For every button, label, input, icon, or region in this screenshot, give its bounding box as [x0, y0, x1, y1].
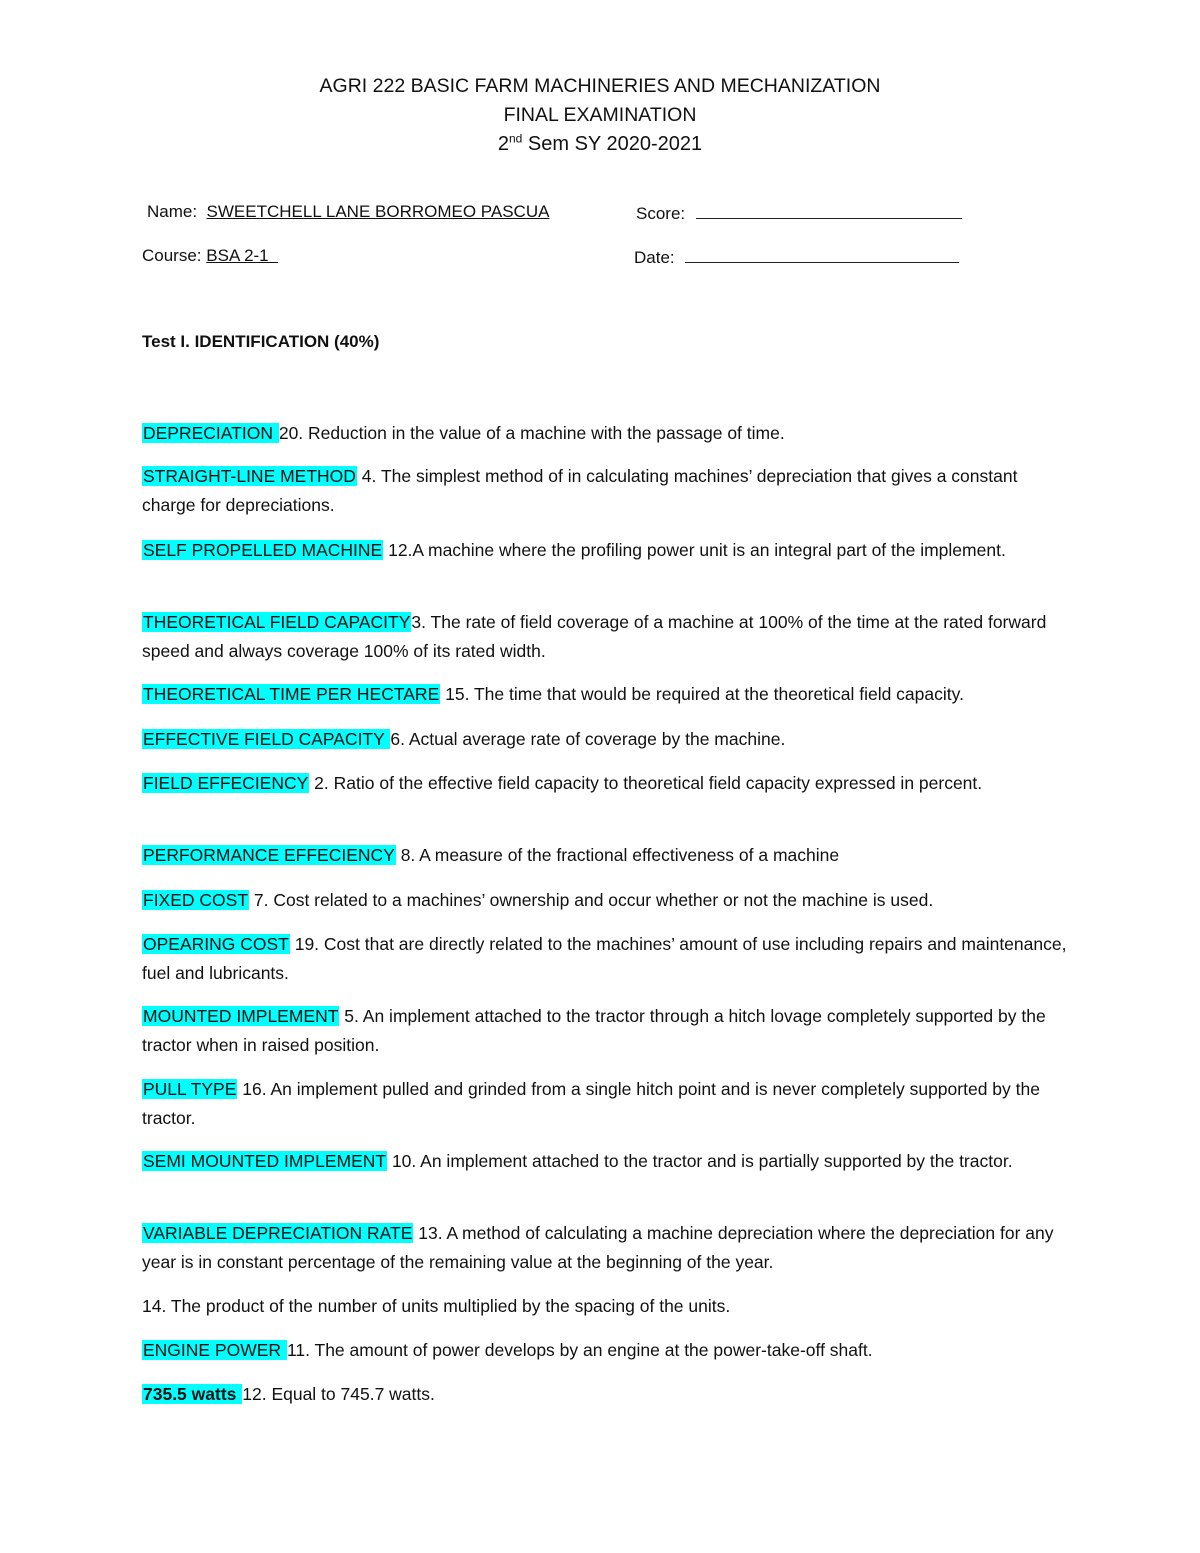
question-text: 13. A method of calculating a machine depreciation where the depreciation for any year is in constant percentage of the remaining value at the beginning of the year.: [142, 1223, 1054, 1272]
answer-highlight: MOUNTED IMPLEMENT: [143, 1006, 339, 1026]
score-label: Score:: [636, 204, 686, 223]
question-item: [142, 462, 1072, 519]
question-item: [142, 725, 1072, 754]
semester-line: [0, 130, 1200, 159]
test-title: Test I. IDENTIFICATION (40%): [142, 332, 380, 351]
answer-highlight: FIELD EFFECIENCY: [143, 773, 309, 793]
answer-highlight: STRAIGHT-LINE METHOD: [143, 466, 356, 486]
course-label: Course:: [142, 246, 202, 265]
question-item: [142, 1336, 1072, 1365]
name-label: Name:: [147, 202, 198, 221]
question-text: 19. Cost that are directly related to the machines’ amount of use including repairs and maintenance, fuel and lubricants.: [142, 934, 1067, 983]
question-text: 6. Actual average rate of coverage by the machine.: [390, 729, 786, 749]
answer-highlight: PERFORMANCE EFFECIENCY: [143, 845, 395, 865]
answer-highlight: THEORETICAL FIELD CAPACITY: [143, 612, 411, 632]
answer-highlight: EFFECTIVE FIELD CAPACITY: [143, 729, 390, 749]
question-item: [142, 886, 1072, 915]
question-text: 16. An implement pulled and grinded from a single hitch point and is never completely supported by the tractor.: [142, 1079, 1040, 1128]
question-text: 20. Reduction in the value of a machine with the passage of time.: [278, 423, 785, 443]
question-text: 3. The rate of field coverage of a machine at 100% of the time at the rated forward speed and always coverage 100% of its rated width.: [142, 612, 1047, 661]
question-item: [142, 1380, 1072, 1409]
course-underline-tail: [269, 246, 278, 265]
name-value: SWEETCHELL LANE BORROMEO PASCUA: [206, 202, 550, 221]
question-item: [142, 1292, 1072, 1321]
answer-highlight: 735.5 watts: [143, 1384, 242, 1404]
answer-highlight: SELF PROPELLED MACHINE: [143, 540, 383, 560]
question-item: [142, 930, 1072, 987]
question-item: [142, 1002, 1072, 1059]
question-item: [142, 680, 1072, 709]
course-value: BSA 2-1: [206, 246, 269, 265]
question-text: 2. Ratio of the effective field capacity to theoretical field capacity expressed in percent.: [309, 773, 983, 793]
question-item: [142, 1219, 1072, 1276]
exam-title: FINAL EXAMINATION: [503, 104, 697, 126]
answer-highlight: PULL TYPE: [143, 1079, 237, 1099]
date-blank: [685, 244, 959, 263]
course-title: AGRI 222 BASIC FARM MACHINERIES AND MECHANIZATION: [319, 75, 881, 97]
question-item: [142, 536, 1072, 565]
semester-suffix: nd: [509, 131, 523, 146]
school-year: Sem SY 2020-2021: [522, 133, 703, 155]
question-item: [142, 1147, 1072, 1176]
question-text: 11. The amount of power develops by an engine at the power-take-off shaft.: [286, 1340, 873, 1360]
course-field: [142, 244, 278, 268]
question-text: 15. The time that would be required at the theoretical field capacity.: [440, 684, 964, 704]
answer-highlight: SEMI MOUNTED IMPLEMENT: [143, 1151, 387, 1171]
date-field: [634, 244, 959, 270]
answer-highlight: ENGINE POWER: [143, 1340, 286, 1360]
question-text: 8. A measure of the fractional effectiveness of a machine: [395, 845, 840, 865]
name-field: [147, 200, 549, 224]
score-field: [636, 200, 962, 226]
question-text: 7. Cost related to a machines’ ownership and occur whether or not the machine is used.: [249, 890, 934, 910]
score-blank: [696, 200, 962, 219]
question-text: 12.A machine where the profiling power unit is an integral part of the implement.: [383, 540, 1006, 560]
answer-highlight: VARIABLE DEPRECIATION RATE: [143, 1223, 413, 1243]
date-label: Date:: [634, 248, 675, 267]
question-text: 12. Equal to 745.7 watts.: [242, 1384, 435, 1404]
question-item: [142, 1075, 1072, 1132]
question-text: 14. The product of the number of units multiplied by the spacing of the units.: [142, 1296, 731, 1316]
question-text: 5. An implement attached to the tractor through a hitch lovage completely supported by the tractor when in raised position.: [142, 1006, 1046, 1055]
question-item: [142, 769, 1072, 798]
exam-header: [0, 72, 1200, 159]
question-item: [142, 419, 1072, 448]
question-text: 10. An implement attached to the tractor and is partially supported by the tractor.: [387, 1151, 1013, 1171]
semester-number: 2: [497, 133, 509, 155]
question-text: 4. The simplest method of in calculating machines’ depreciation that gives a constant charge for depreciations.: [142, 466, 1018, 515]
answer-highlight: OPEARING COST: [143, 934, 289, 954]
answer-highlight: FIXED COST: [143, 890, 249, 910]
answer-highlight: THEORETICAL TIME PER HECTARE: [143, 684, 440, 704]
question-item: [142, 841, 1072, 870]
answer-highlight: DEPRECIATION: [143, 423, 278, 443]
question-item: [142, 608, 1072, 665]
